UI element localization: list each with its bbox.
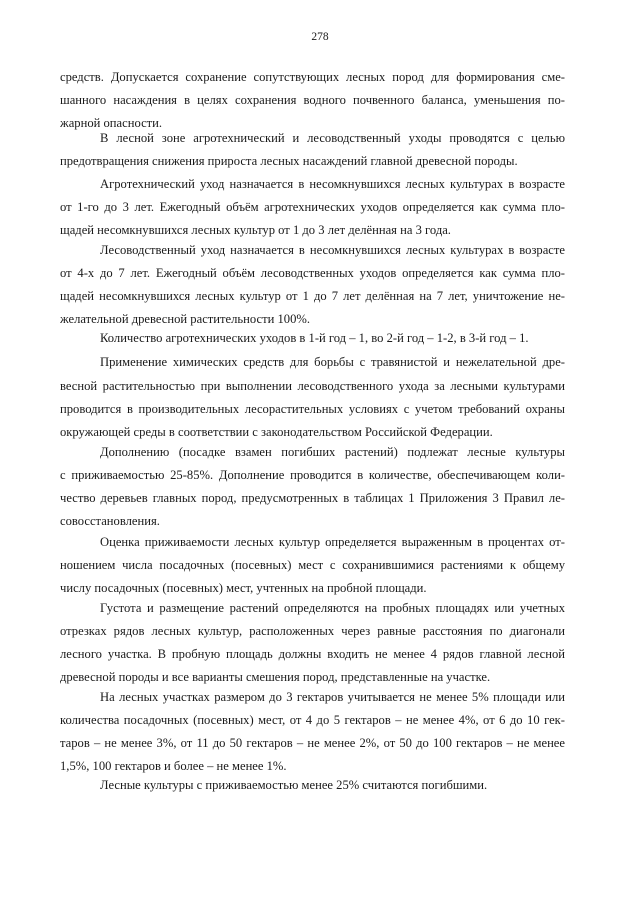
text-line: числу посадочных (посевных) мест, учтенных на пробной площади. [60, 581, 427, 595]
text-line: 1,5%, 100 гектаров и более – не менее 1%. [60, 759, 287, 773]
text-line: весной растительностью при выполнении лесоводственного ухода за лесными культурами [60, 379, 565, 393]
text-line: щадей несомкнувшихся лесных культур от 1 до 7 лет делённая на 7 лет, уничтожение не- [60, 289, 565, 303]
text-line: древесной породы и все варианты смешения пород, представленные на участке. [60, 670, 491, 684]
text-line: Количество агротехнических уходов в 1-й год – 1, во 2-й год – 1-2, в 3-й год – 1. [100, 331, 529, 345]
text-line: лесного участка. В пробную площадь должны входить не менее 4 рядов главной лесной [60, 647, 565, 661]
text-line: количества посадочных (посевных) мест, от 4 до 5 гектаров – не менее 4%, от 6 до 10 гек- [60, 713, 565, 727]
text-line: с приживаемостью 25-85%. Дополнение проводится в количестве, обеспечивающем коли- [60, 468, 565, 482]
text-line: средств. Допускается сохранение сопутствующих лесных пород для формирования сме- [60, 70, 565, 84]
page-number: 278 [311, 31, 329, 43]
text-line: щадей несомкнувшихся лесных культур от 1 до 3 лет делённая на 3 года. [60, 223, 451, 237]
text-line: В лесной зоне агротехнический и лесоводственный уходы проводятся с целью [100, 131, 565, 145]
text-line: Лесоводственный уход назначается в несомкнувшихся лесных культурах в возрасте [100, 243, 565, 257]
text-line: шанного насаждения в целях сохранения водного почвенного баланса, уменьшения по- [60, 93, 565, 107]
text-line: Дополнению (посадке взамен погибших растений) подлежат лесные культуры [100, 445, 565, 459]
text-line: предотвращения снижения прироста лесных насаждений главной древесной породы. [60, 154, 518, 168]
text-line: окружающей среды в соответствии с законодательством Российской Федерации. [60, 425, 493, 439]
text-line: ношением числа посадочных (посевных) мест с сохранившимися растениями к общему [60, 558, 565, 572]
text-line: от 4-х до 7 лет. Ежегодный объём лесоводственных уходов определяется как сумма пло- [60, 266, 565, 280]
text-line: На лесных участках размером до 3 гектаров учитывается не менее 5% площади или [100, 690, 565, 704]
text-line: от 1-го до 3 лет. Ежегодный объём агротехнических уходов определяется как сумма пло- [60, 200, 565, 214]
text-line: Лесные культуры с приживаемостью менее 25% считаются погибшими. [100, 778, 488, 792]
text-line: жарной опасности. [60, 116, 163, 130]
text-line: Агротехнический уход назначается в несомкнувшихся лесных культурах в возрасте [100, 177, 565, 191]
text-line: проводится в производительных лесорастительных условиях с учетом требований охраны [60, 402, 565, 416]
text-line: желательной древесной растительности 100%. [60, 312, 311, 326]
text-line: Густота и размещение растений определяются на пробных площадях или учетных [100, 601, 565, 615]
text-line: таров – не менее 3%, от 11 до 50 гектаров – не менее 2%, от 50 до 100 гектаров – не менее [60, 736, 565, 750]
text-line: чество деревьев главных пород, предусмотренных в таблицах 1 Приложения 3 Правил ле- [60, 491, 565, 505]
text-line: Оценка приживаемости лесных культур определяется выраженным в процентах от- [100, 535, 565, 549]
text-line: совосстановления. [60, 514, 160, 528]
text-line: Применение химических средств для борьбы с травянистой и нежелательной дре- [100, 355, 565, 369]
text-line: отрезках рядов лесных культур, расположенных через равные расстояния по диагонали [60, 624, 565, 638]
